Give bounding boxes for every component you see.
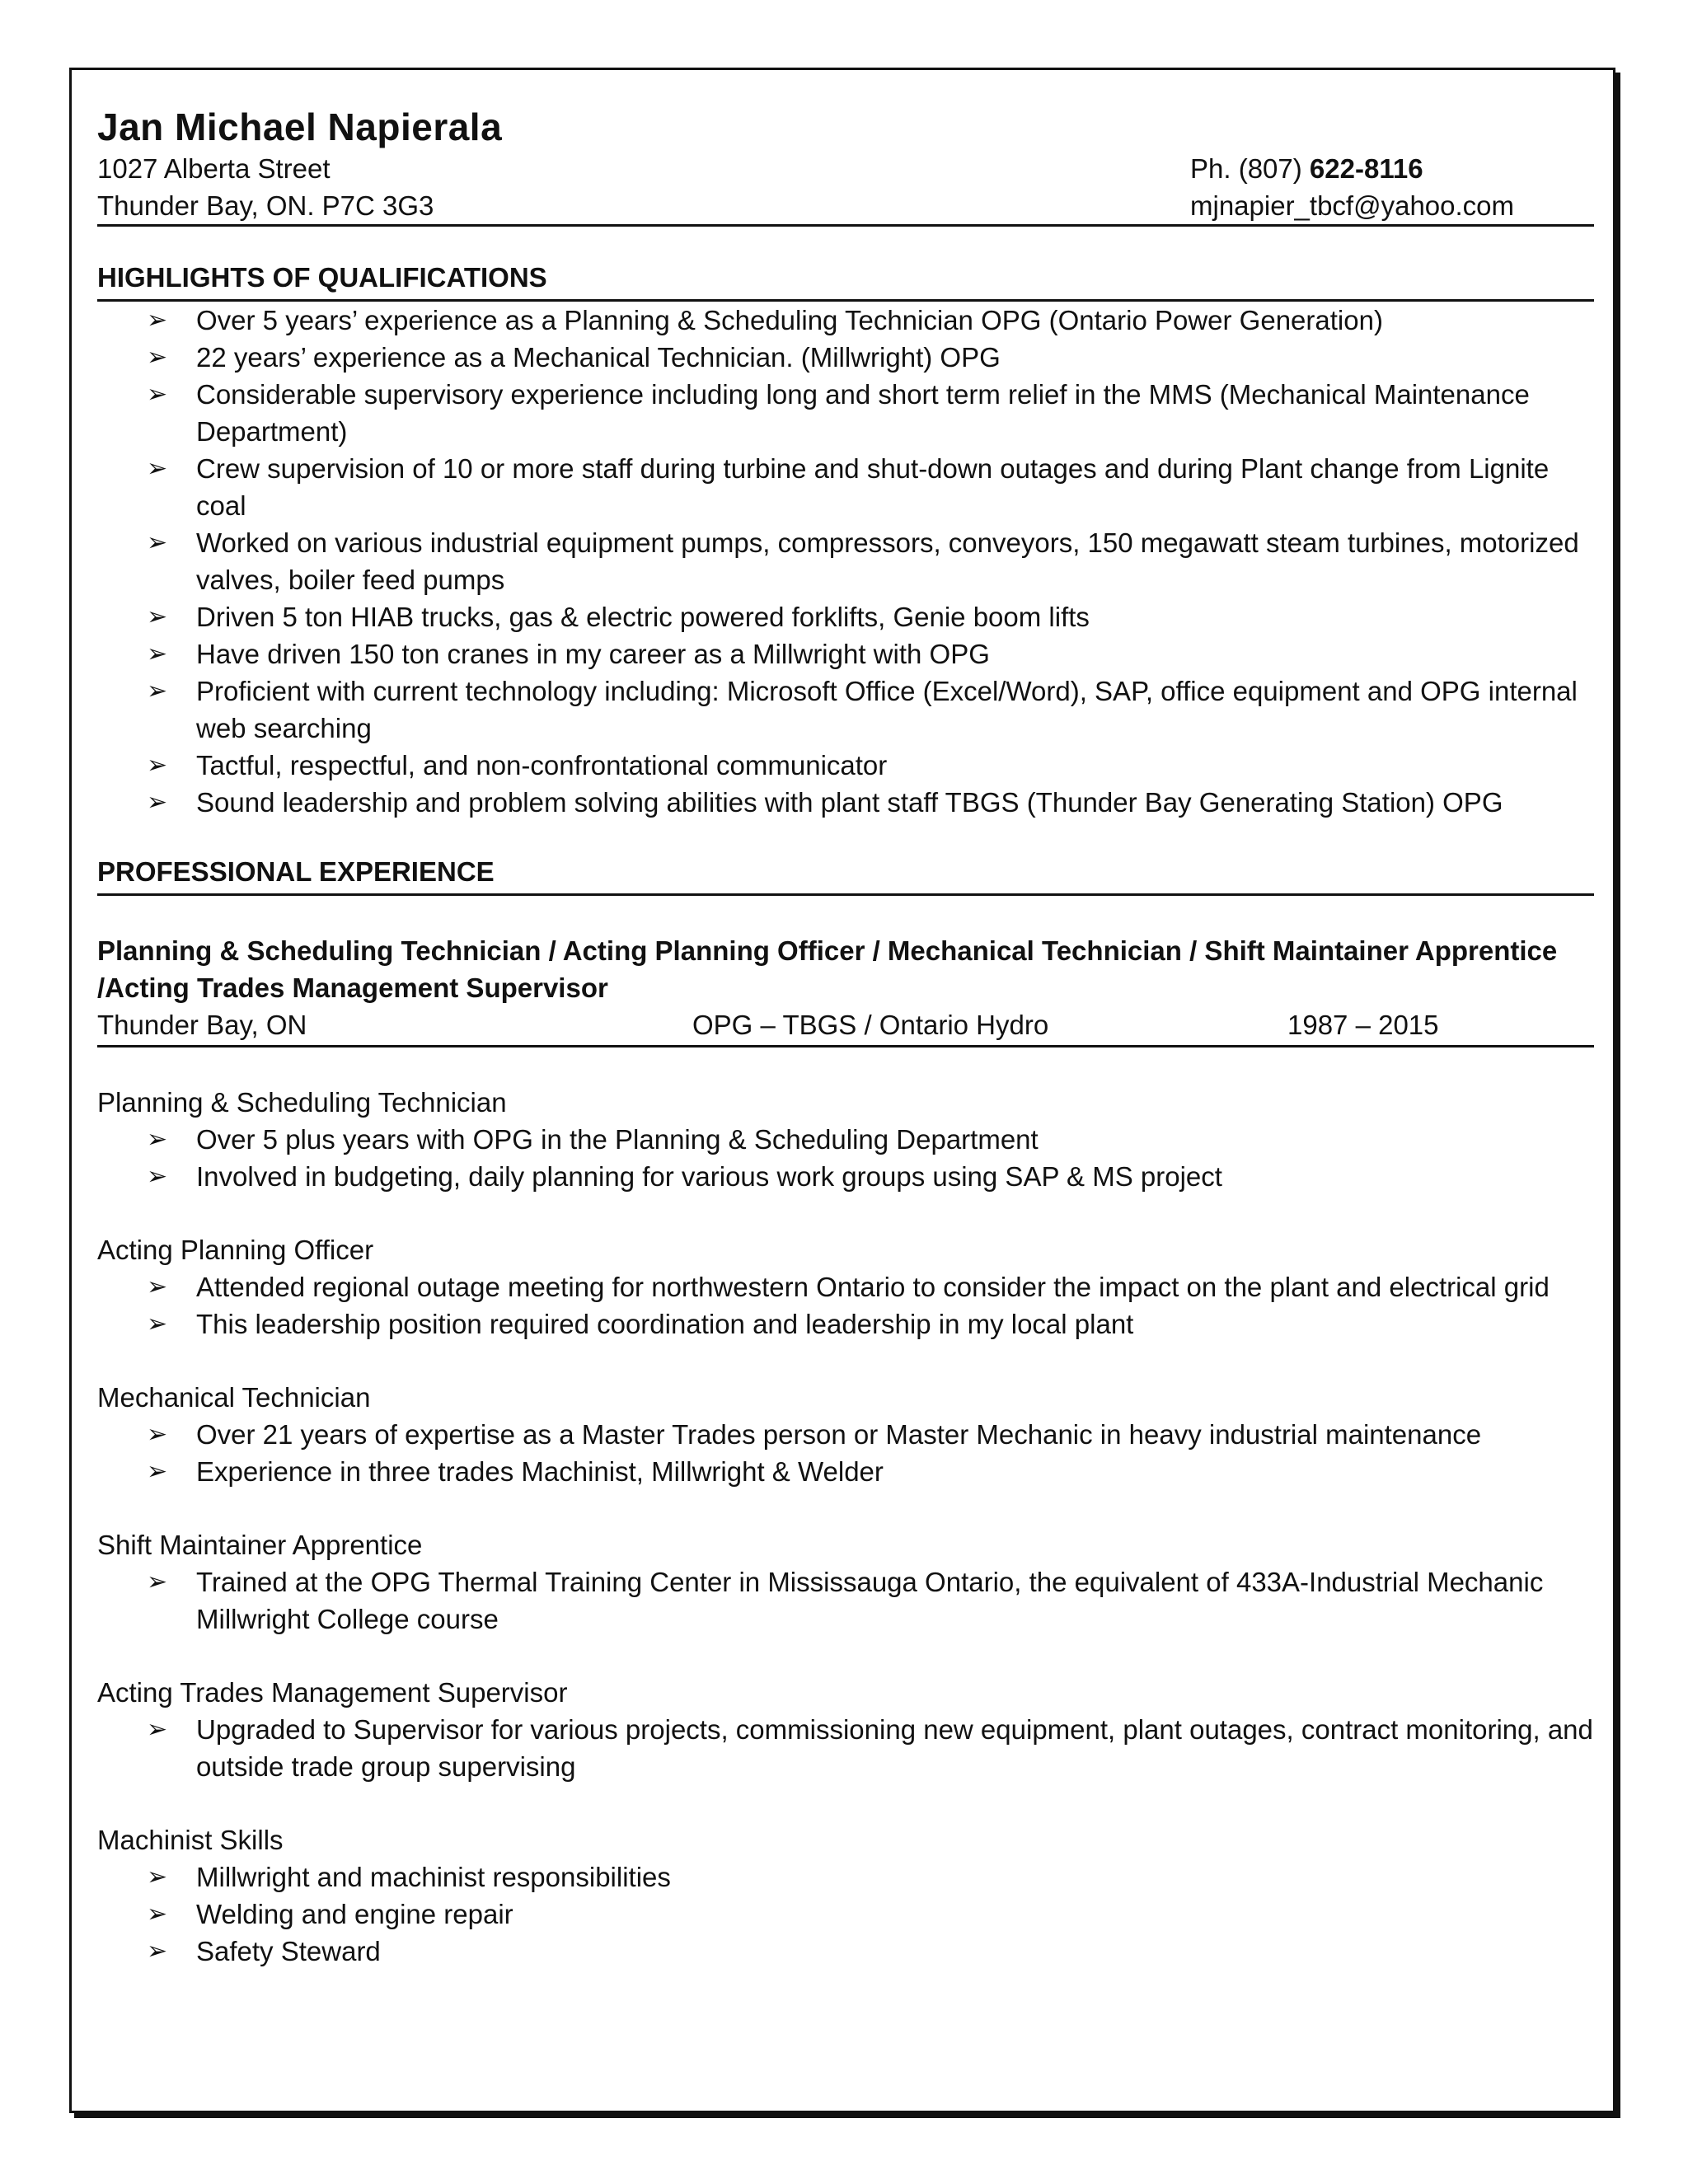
job-employer: OPG – TBGS / Ontario Hydro <box>692 1010 1049 1040</box>
job-location: Thunder Bay, ON <box>97 1010 307 1040</box>
phone <box>1190 150 1536 187</box>
arrow-bullet-icon: ➢ <box>147 603 168 630</box>
arrow-bullet-icon: ➢ <box>147 529 168 556</box>
list-item: ➢ Worked on various industrial equipment pumps, compressors, conveyors, 150 megawatt steam turbines, motorized valves, boiler feed pumps <box>196 524 1594 598</box>
job-info-row <box>97 1006 1594 1047</box>
role-list <box>97 1416 1594 1490</box>
list-item: ➢ Have driven 150 ton cranes in my career as a Millwright with OPG <box>196 635 1594 673</box>
role-heading: Machinist Skills <box>97 1825 284 1855</box>
list-item: ➢ Crew supervision of 10 or more staff during turbine and shut-down outages and during Plant change from Lignite coal <box>196 450 1594 524</box>
resume-header <box>97 104 1594 227</box>
role-list <box>97 1711 1594 1785</box>
list-item: ➢ Over 5 plus years with OPG in the Planning & Scheduling Department <box>196 1121 1594 1158</box>
arrow-bullet-icon: ➢ <box>147 1716 168 1743</box>
job-dates: 1987 – 2015 <box>1287 1010 1439 1040</box>
list-item: ➢ Safety Steward <box>196 1933 1594 1970</box>
role-list <box>97 1268 1594 1343</box>
list-item: ➢ Involved in budgeting, daily planning for various work groups using SAP & MS project <box>196 1158 1594 1195</box>
arrow-bullet-icon: ➢ <box>147 640 168 668</box>
job-title: Planning & Scheduling Technician / Acting Planning Officer / Mechanical Technician / Shift Maintainer Apprentice /Acting Trades Management Supervisor <box>97 935 1558 1003</box>
list-item: ➢ Upgraded to Supervisor for various projects, commissioning new equipment, plant outages, contract monitoring, and outside trade group supervising <box>196 1711 1594 1785</box>
arrow-bullet-icon: ➢ <box>147 1900 168 1928</box>
qualifications-list <box>97 302 1594 821</box>
arrow-bullet-icon: ➢ <box>147 789 168 816</box>
role-list <box>97 1563 1594 1638</box>
list-item: ➢ Tactful, respectful, and non-confrontational communicator <box>196 747 1594 784</box>
experience-title: PROFESSIONAL EXPERIENCE <box>97 854 1594 896</box>
list-item: ➢ Millwright and machinist responsibilities <box>196 1858 1594 1896</box>
role-heading: Mechanical Technician <box>97 1382 371 1413</box>
list-item: ➢ 22 years’ experience as a Mechanical Technician. (Millwright) OPG <box>196 339 1594 376</box>
list-item: ➢ Proficient with current technology including: Microsoft Office (Excel/Word), SAP, office equipment and OPG internal web searching <box>196 673 1594 747</box>
resume-content <box>97 104 1594 1970</box>
arrow-bullet-icon: ➢ <box>147 1421 168 1448</box>
arrow-bullet-icon: ➢ <box>147 1310 168 1338</box>
city-address: Thunder Bay, ON. P7C 3G3 <box>97 190 434 221</box>
arrow-bullet-icon: ➢ <box>147 307 168 334</box>
role-list <box>97 1121 1594 1195</box>
role-heading: Planning & Scheduling Technician <box>97 1087 507 1118</box>
arrow-bullet-icon: ➢ <box>147 677 168 705</box>
arrow-bullet-icon: ➢ <box>147 1938 168 1965</box>
arrow-bullet-icon: ➢ <box>147 1863 168 1891</box>
list-item: ➢ This leadership position required coordination and leadership in my local plant <box>196 1305 1594 1343</box>
email-address: mjnapier_tbcf@yahoo.com <box>1190 190 1515 221</box>
arrow-bullet-icon: ➢ <box>147 381 168 408</box>
list-item: ➢ Driven 5 ton HIAB trucks, gas & electric powered forklifts, Genie boom lifts <box>196 598 1594 635</box>
list-item: ➢ Over 5 years’ experience as a Planning & Scheduling Technician OPG (Ontario Power Generation) <box>196 302 1594 339</box>
role-list <box>97 1858 1594 1970</box>
arrow-bullet-icon: ➢ <box>147 752 168 779</box>
arrow-bullet-icon: ➢ <box>147 1163 168 1190</box>
list-item: ➢ Welding and engine repair <box>196 1896 1594 1933</box>
phone-number: 622-8116 <box>1309 153 1423 184</box>
arrow-bullet-icon: ➢ <box>147 344 168 371</box>
list-item: ➢ Trained at the OPG Thermal Training Center in Mississauga Ontario, the equivalent of 433A-Industrial Mechanic Millwright College course <box>196 1563 1594 1638</box>
role-heading: Acting Planning Officer <box>97 1235 374 1265</box>
arrow-bullet-icon: ➢ <box>147 1126 168 1153</box>
role-heading: Shift Maintainer Apprentice <box>97 1530 423 1560</box>
list-item: ➢ Experience in three trades Machinist, Millwright & Welder <box>196 1453 1594 1490</box>
list-item: ➢ Sound leadership and problem solving abilities with plant staff TBGS (Thunder Bay Generating Station) OPG <box>196 784 1594 821</box>
street-address: 1027 Alberta Street <box>97 153 331 184</box>
arrow-bullet-icon: ➢ <box>147 1458 168 1485</box>
arrow-bullet-icon: ➢ <box>147 455 168 482</box>
arrow-bullet-icon: ➢ <box>147 1568 168 1596</box>
list-item: ➢ Over 21 years of expertise as a Master Trades person or Master Mechanic in heavy industrial maintenance <box>196 1416 1594 1453</box>
list-item: ➢ Considerable supervisory experience including long and short term relief in the MMS (Mechanical Maintenance Department) <box>196 376 1594 450</box>
role-heading: Acting Trades Management Supervisor <box>97 1677 568 1708</box>
list-item: ➢ Attended regional outage meeting for northwestern Ontario to consider the impact on the plant and electrical grid <box>196 1268 1594 1305</box>
applicant-name: Jan Michael Napierala <box>97 105 503 148</box>
arrow-bullet-icon: ➢ <box>147 1273 168 1301</box>
qualifications-title: HIGHLIGHTS OF QUALIFICATIONS <box>97 260 1594 302</box>
contact-row-1 <box>97 150 1594 187</box>
contact-row-2 <box>97 187 1594 227</box>
phone-prefix: Ph. (807) <box>1190 153 1302 184</box>
